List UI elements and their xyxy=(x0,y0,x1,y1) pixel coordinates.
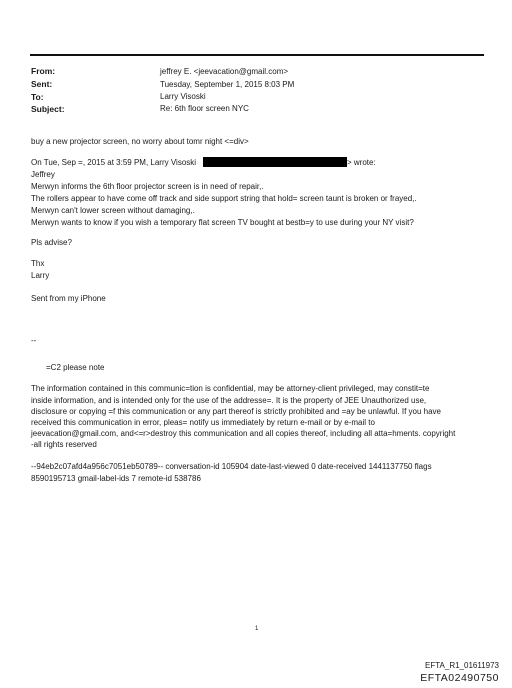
subject-value: Re: 6th floor screen NYC xyxy=(160,104,249,113)
footer-code-2: EFTA02490750 xyxy=(420,672,499,684)
redaction-block xyxy=(203,157,347,167)
separator-dashes: -- xyxy=(31,336,37,345)
body-paragraph-3: Merwyn can't lower screen without damaging,. xyxy=(31,206,195,215)
body-paragraph-4: Merwyn wants to know if you wish a temporary flat screen TV bought at bestb=y to use during your NY visit? xyxy=(31,218,414,227)
thanks-line: Thx xyxy=(31,259,45,268)
confidentiality-line-2: inside information, and is intended only for the use of the addresse=. It is the property of JEE Unauthorized use, xyxy=(31,396,427,405)
body-paragraph-1: Merwyn informs the 6th floor projector screen is in need of repair,. xyxy=(31,182,264,191)
from-value: jeffrey E. <jeevacation@gmail.com> xyxy=(160,67,289,76)
page-number: 1 xyxy=(255,626,259,632)
from-label: From: xyxy=(31,66,56,76)
confidentiality-line-4: received this communication in error, pleas= notify us immediately by return e-mail or by e-mail to xyxy=(31,418,375,427)
signoff-name: Larry xyxy=(31,271,50,280)
sent-value: Tuesday, September 1, 2015 8:03 PM xyxy=(160,80,295,89)
confidentiality-line-5: jeevacation@gmail.com, and<=r>destroy this communication and all copies thereof, including all atta=hments. copyright xyxy=(31,429,456,438)
quote-intro-prefix: On Tue, Sep =, 2015 at 3:59 PM, Larry Visoski xyxy=(31,158,197,167)
metadata-line-2: 8590195713 gmail-label-ids 7 remote-id 538786 xyxy=(31,474,201,483)
sent-label: Sent: xyxy=(31,79,53,89)
reply-line: buy a new projector screen, no worry about tomr night <=div> xyxy=(31,137,249,146)
advise-line: Pls advise? xyxy=(31,238,72,247)
header-divider xyxy=(30,54,484,56)
sent-from-line: Sent from my iPhone xyxy=(31,294,106,303)
confidentiality-line-1: The information contained in this communic=tion is confidential, may be attorney-client privileged, may constit=te xyxy=(31,384,430,393)
to-value: Larry Visoski xyxy=(160,92,206,101)
greeting: Jeffrey xyxy=(31,170,55,179)
to-label: To: xyxy=(31,92,44,102)
metadata-line-1: --94eb2c07afd4a956c7051eb50789-- conversation-id 105904 date-last-viewed 0 date-received 1441137750 flags xyxy=(31,462,432,471)
please-note: =C2 please note xyxy=(46,363,105,372)
confidentiality-line-3: disclosure or copying =f this communication or any part thereof is strictly prohibited and =ay be unlawful. If you have xyxy=(31,407,441,416)
subject-label: Subject: xyxy=(31,104,65,114)
confidentiality-line-6: -all rights reserved xyxy=(31,440,97,449)
body-paragraph-2: The rollers appear to have come off track and side support string that hold= screen taunt is broken or frayed,. xyxy=(31,194,417,203)
footer-code-1: EFTA_R1_01611973 xyxy=(425,661,499,670)
quote-intro-suffix: > wrote: xyxy=(347,158,376,167)
